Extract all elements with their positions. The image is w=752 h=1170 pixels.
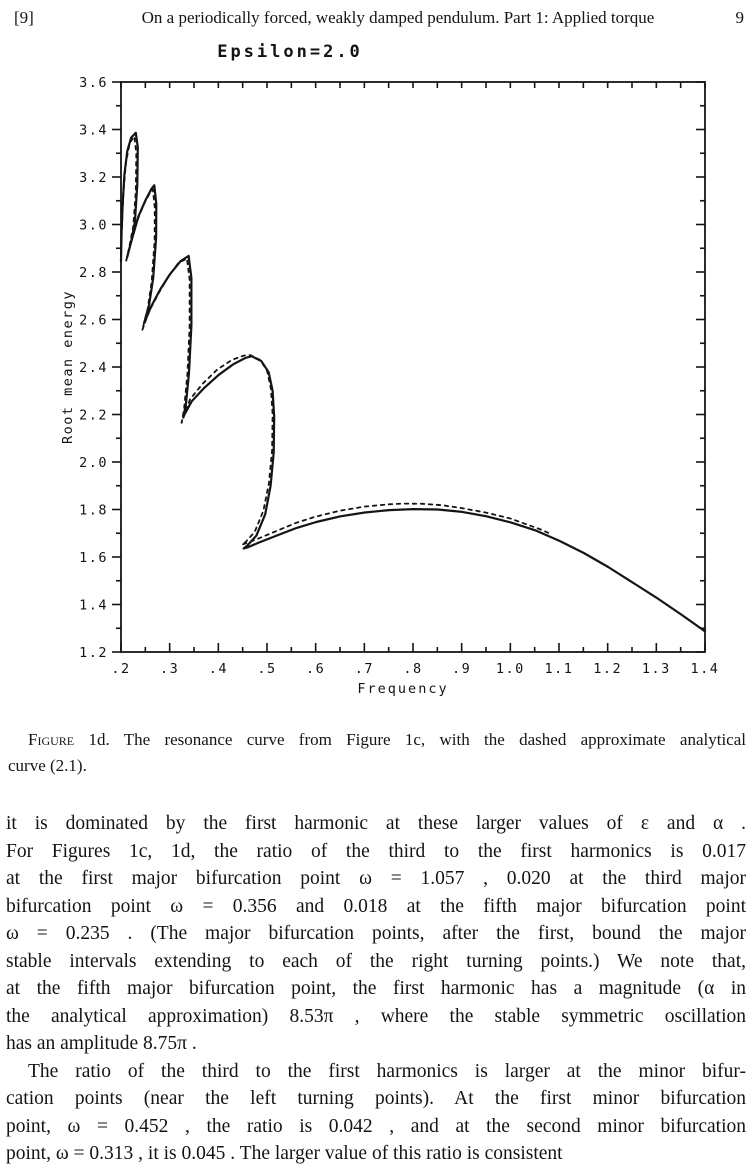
y-tick-label: 3.6 [79, 75, 108, 91]
plot-border [121, 82, 705, 652]
y-axis-label: Root mean energy [60, 289, 76, 445]
text-line: For Figures 1c, 1d, the ratio of the third to the first harmonics is 0.017 [6, 840, 746, 862]
running-title: On a periodically forced, weakly damped pendulum. Part 1: Applied torque [141, 8, 655, 27]
caption-figure-label: Figure [28, 730, 75, 749]
dashed-curve [121, 137, 549, 545]
y-tick-label: 3.2 [79, 170, 108, 186]
page-number: 9 [735, 8, 744, 27]
y-tick-label: 1.8 [79, 502, 108, 519]
x-tick-label: .3 [160, 661, 180, 677]
x-tick-label: .2 [111, 661, 131, 677]
text-line: point, ω = 0.313 , it is 0.045 . The larger value of this ratio is consistent [6, 1143, 563, 1164]
y-tick-label: 2.0 [79, 455, 108, 471]
y-tick-label: 2.2 [79, 407, 108, 424]
y-tick-label: 3.4 [79, 122, 108, 139]
chart-title: Epsilon=2.0 [217, 42, 363, 62]
text-line: bifurcation point ω = 0.356 and 0.018 at the fifth major bifurcation point [6, 895, 746, 917]
text-line: it is dominated by the first harmonic at these larger values of ε and α . [6, 813, 746, 834]
x-tick-label: 1.3 [641, 661, 671, 677]
text-line: cation points (near the left turning points). At the first minor bifurcation [6, 1088, 746, 1109]
text-line: point, ω = 0.452 , the ratio is 0.042 , and at the second minor bifurcation [6, 1115, 746, 1137]
text-line: ω = 0.235 . (The major bifurcation points, after the first, bound the major [6, 923, 746, 944]
caption-line [8, 727, 746, 753]
solid-curve [121, 133, 705, 632]
x-tick-label: 1.4 [690, 661, 720, 677]
text-line: has an amplitude 8.75π . [6, 1033, 197, 1054]
x-tick-label: .6 [306, 661, 326, 677]
y-tick-label: 1.6 [79, 550, 108, 566]
figure-caption [8, 727, 746, 778]
text-line: stable intervals extending to each of the right turning points.) We note that, [6, 950, 746, 972]
x-tick-label: .9 [452, 661, 472, 677]
caption-text: 1d. The resonance curve from Figure 1c, with the dashed approximate analytical [88, 730, 746, 749]
x-tick-label: 1.0 [495, 661, 525, 677]
caption-line: curve (2.1). [8, 755, 87, 775]
y-tick-label: 3.0 [79, 217, 108, 234]
text-line: at the fifth major bifurcation point, the first harmonic has a magnitude (α in [6, 978, 746, 999]
x-tick-label: .8 [403, 661, 423, 677]
x-tick-label: .5 [257, 661, 277, 677]
x-tick-label: .7 [354, 661, 374, 677]
y-tick-label: 2.8 [79, 265, 108, 281]
y-tick-label: 1.4 [79, 597, 108, 614]
x-tick-label: 1.1 [544, 661, 574, 677]
text-line: The ratio of the third to the first harmonics is larger at the minor bifur- [28, 1060, 746, 1082]
y-tick-label: 2.6 [79, 312, 108, 329]
x-axis-label: Frequency [357, 681, 449, 697]
y-tick-label: 1.2 [79, 645, 108, 661]
y-tick-label: 2.4 [79, 360, 108, 376]
body-text [6, 810, 746, 1168]
x-tick-label: 1.2 [593, 661, 623, 677]
margin-reference: [9] [14, 8, 34, 27]
text-line: at the first major bifurcation point ω = 1.057 , 0.020 at the third major [6, 868, 746, 889]
x-tick-label: .4 [208, 661, 228, 677]
text-line: the analytical approximation) 8.53π , where the stable symmetric oscillation [6, 1005, 746, 1027]
